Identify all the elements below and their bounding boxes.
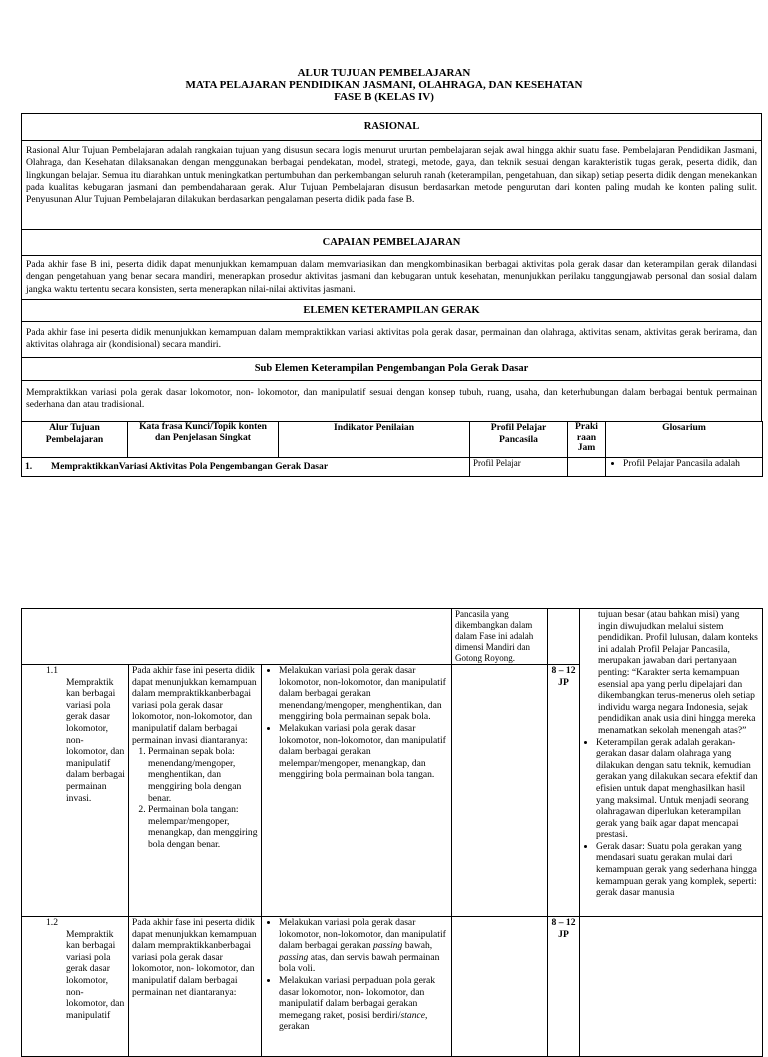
continued-empty-cell <box>22 609 452 665</box>
profil-continued: Pancasila yang dikembangkan dalam dalam Fase ini adalah dimensi Mandiri dan Gotong Royong. <box>452 609 548 665</box>
table-row <box>22 458 763 477</box>
glosarium-empty-cell <box>580 917 763 1057</box>
kata-frasa-item-sepak-bola: 1. Permainan sepak bola: menendang/mengoper, menghentikan, dan menggiring bola dengan benar. <box>148 746 258 804</box>
table-row <box>22 917 763 1057</box>
profil-empty-cell <box>452 917 548 1057</box>
indikator-item: • Melakukan variasi perpaduan pola gerak dasar lokomotor, non- lokomotor, dan manipulatif dalam berbagai gerakan memegang raket, posisi berdiri/stance, gerakan <box>279 975 448 1033</box>
profil-empty-cell <box>452 665 548 917</box>
atp-number-1-1: 1.1 <box>46 665 58 676</box>
atp-cell-1-2 <box>22 917 129 1057</box>
glosarium-cell <box>606 458 763 477</box>
kata-frasa-cell-1-2: Pada akhir fase ini peserta didik dapat menunjukkan kemampuan dalam mempraktikkanberbagai variasi pola gerak dasar lokomotor, non- lokomotor, dan manipulatif dalam berbagai permainan net diantaranya: <box>129 917 262 1057</box>
indikator-item: • Melakukan variasi pola gerak dasar lokomotor, non-lokomotor, dan manipulatif dalam berbagai gerakan menendang/mengoper, menghentikan, dan menggiring bola permainan sepak bola. <box>279 665 448 723</box>
col-header-atp: Alur Tujuan Pembelajaran <box>22 422 128 458</box>
atp-text-1-1: Mempraktik kan berbagai variasi pola gerak dasar lokomotor, non- lokomotor, dan manipulatif dalam berbagai permainan invasi. <box>66 676 125 804</box>
capaian-text: Pada akhir fase B ini, peserta didik dapat menunjukkan kemampuan dalam memvariasikan dan mengkombinasikan berbagai aktivitas pola gerak dasar dan keterampilan gerak dilandasi dengan pengetahuan yang benar secara mandiri, menerapkan prosedur aktivitas jasmani dan kebugaran untuk kesehatan, menunjukkan perilaku tanggungjawab personal dan sosial dalam jangka waktu tertentu secara konsisten, serta menerapkan nilai-nilai aktivitas jasmani. <box>26 259 757 295</box>
elemen-text: Pada akhir fase ini peserta didik menunjukkan kemampuan dalam mempraktikkan variasi aktivitas pola gerak dasar, permainan dan olahraga, aktivitas senam, aktivitas gerak berirama, dan aktivitas olahraga air (kondisional) secara mandiri. <box>26 327 757 351</box>
indikator-cell-1-2 <box>262 917 452 1057</box>
subject-title: MATA PELAJARAN PENDIDIKAN JASMANI, OLAHRAGA, DAN KESEHATAN <box>185 79 583 91</box>
rasional-text: Rasional Alur Tujuan Pembelajaran adalah rangkaian tujuan yang disusun secara logis menurut ururtan pembelajaran sejak awal hingga akhir suatu fase. Pembelajaran Pendidikan Jasmani, Olahraga, dan Kesehatan dilaksanakan dengan menggunakan berbagai pendekatan, model, strategi, metode, gaya, dan teknik sesuai dengan karakteristik tugas gerak, peserta didik, dan lingkungan belajar. Semua itu diarahkan untuk meningkatkan pertumbuhan dan perkembangan seluruh ranah (keterampilan, pengetahuan, dan sikap) setiap peserta didik dengan menekankan pada kualitas kebugaran jasmani dan pembendaharaan gerak. Alur Tujuan Pembelajaran disusun berdasarkan metode pengurutan dari konten paling mudah ke konten paling sulit. Penyusunan Alur Tujuan Pembelajaran dilakukan berdasarkan pengalaman peserta didik pada fase B. <box>26 145 757 206</box>
elemen-section <box>21 299 762 358</box>
indikator-cell-1-1 <box>262 665 452 917</box>
glosarium-continued-cell <box>580 609 763 917</box>
glosarium-item-gerak-dasar: • Gerak dasar: Suatu pola gerakan yang mendasari suatu gerakan mulai dari kemampuan gerak yang sederhana hingga kemampuan gerak yang komplek, seperti: gerak dasar manusia <box>596 841 759 899</box>
rasional-section <box>21 113 762 230</box>
col-header-indikator: Indikator Penilaian <box>279 422 470 458</box>
kata-frasa-item-bola-tangan: 2. Permainan bola tangan: melempar/mengoper, menangkap, dan menggiring bola dengan benar. <box>148 804 258 850</box>
atp-cell-1-1 <box>22 665 129 917</box>
sub-elemen-heading: Sub Elemen Keterampilan Pengembangan Pola Gerak Dasar <box>22 358 761 381</box>
jam-empty-cell <box>548 609 580 665</box>
jam-cell-1-1: 8 – 12 JP <box>548 665 580 917</box>
col-header-kata-frasa: Kata frasa Kunci/Topik konten dan Penjelasan Singkat <box>128 422 279 458</box>
glosarium-item: • Profil Pelajar Pancasila adalah <box>623 458 759 470</box>
rasional-heading: RASIONAL <box>22 114 761 141</box>
jam-cell-1-2: 8 – 12 JP <box>548 917 580 1057</box>
atp-number-1-2: 1.2 <box>46 917 58 928</box>
glosarium-item-keterampilan: • Keterampilan gerak adalah gerakan-gerakan dasar dalam olahraga yang dilakukan dengan satu teknik, kemudian gerakan yang dilakukan secara efektif dan efisien untuk dapat menghasilkan hasil yang maksimal. Untuk menjadi seorang olahragawan diperlukan keterampilan gerak yang baik agar dapat mencapai prestasi. <box>596 737 759 841</box>
document-title: ALUR TUJUAN PEMBELAJARAN <box>297 67 471 79</box>
kata-frasa-intro-1-1: Pada akhir fase ini peserta didik dapat menunjukkan kemampuan dalam mempraktikkanberbagai variasi pola gerak dasar lokomotor, non-lokomotor, dan manipulatif dalam berbagai permainan invasi diantaranya: <box>132 665 257 746</box>
indikator-item: • Melakukan variasi pola gerak dasar lokomotor, non-lokomotor, dan manipulatif dalam berbagai gerakan melempar/mengoper, menangkap, dan menggiring bola permainan bola tangan. <box>279 723 448 781</box>
indikator-item: • Melakukan variasi pola gerak dasar lokomotor, non-lokomotor, dan manipulatif dalam berbagai gerakan passing bawah, passing atas, dan servis bawah permainan bola voli. <box>279 917 448 975</box>
first-atp-cell <box>22 458 470 477</box>
atp-text-1-2: Mempraktik kan berbagai variasi pola gerak dasar lokomotor, non- lokomotor, dan manipulatif <box>66 928 125 1021</box>
sub-elemen-section <box>21 357 762 422</box>
atp-table-continued <box>21 608 763 1057</box>
col-header-jam: Praki raan Jam <box>568 422 606 458</box>
phase-title: FASE B (KELAS IV) <box>334 91 434 103</box>
capaian-heading: CAPAIAN PEMBELAJARAN <box>22 230 761 256</box>
jam-cell <box>568 458 606 477</box>
atp-table-header <box>21 421 763 477</box>
atp-number: 1. <box>25 461 33 472</box>
sub-elemen-text: Mempraktikkan variasi pola gerak dasar lokomotor, non- lokomotor, dan manipulatif sesuai dengan konsep tubuh, ruang, usaha, dan keterhubungan dalam berbagai bentuk permainan sederhana dan atau tradisional. <box>26 387 757 411</box>
col-header-glosarium: Glosarium <box>606 422 763 458</box>
kata-frasa-cell-1-1 <box>129 665 262 917</box>
capaian-section <box>21 229 762 300</box>
elemen-heading: ELEMEN KETERAMPILAN GERAK <box>22 300 761 322</box>
atp-main-title: MempraktikkanVariasi Aktivitas Pola Pengembangan Gerak Dasar <box>51 461 329 472</box>
profil-cell: Profil Pelajar <box>470 458 568 477</box>
col-header-profil: Profil Pelajar Pancasila <box>470 422 568 458</box>
glosarium-continued-text: tujuan besar (atau bahkan misi) yang ingin diwujudkan melalui sistem pendidikan. Profil lulusan, dalam konteks ini adalah Profil Pelajar Pancasila, merupakan jawaban dari pertanyaan penting: “Karakter serta kemampuan esensial apa yang perlu dipelajari dan dikembangkan terus-menerus oleh setiap individu warga negara Indonesia, sejak pendidikan anak usia dini hingga mereka menamatkan sekolah menengah atas?” <box>598 609 758 736</box>
